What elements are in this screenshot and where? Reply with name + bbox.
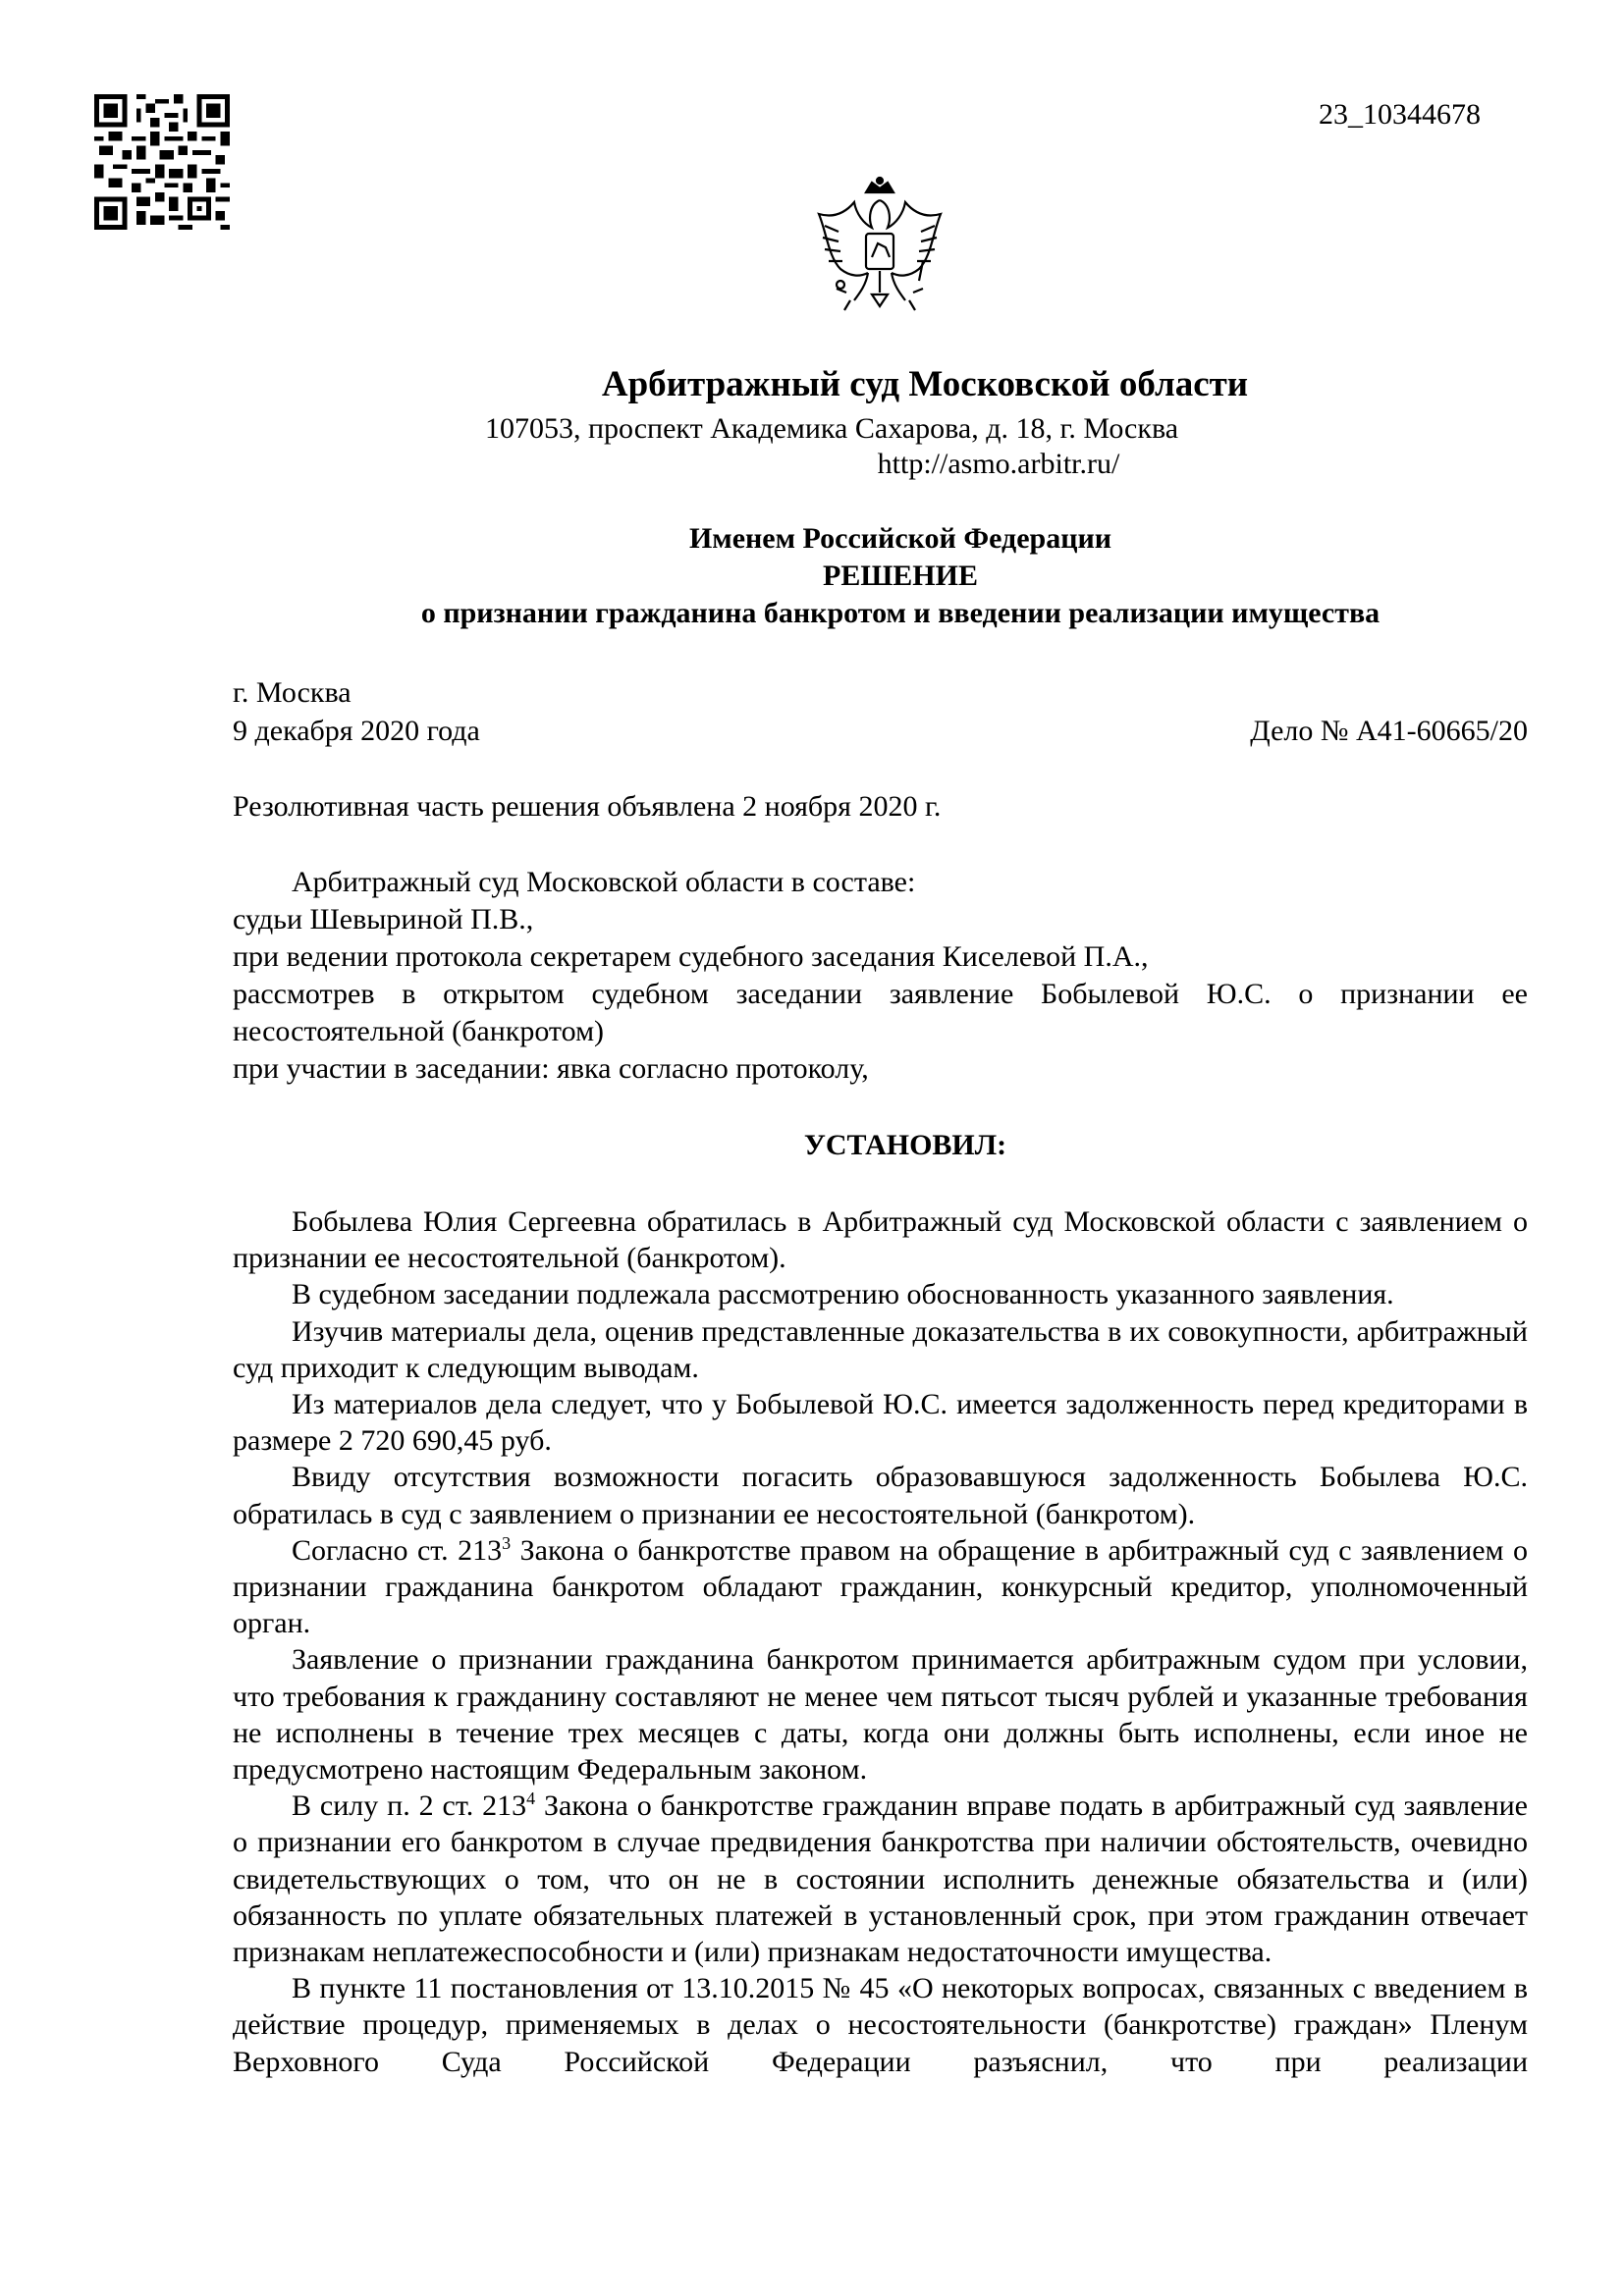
paragraph-text: Закона о банкротстве правом на обращение в арбитражный суд с заявлением о признании гражданина банкротом обладают гражданин, конкурсный кредитор, уполномоченный орган. [233, 1533, 1528, 1640]
heading-subject: о признании гражданина банкротом и введении реализации имущества [420, 597, 1380, 629]
paragraph: Заявление о признании гражданина банкротом принимается арбитражным судом при условии, что требования к гражданину составляют не менее чем пятьсот тысяч рублей и указанные требования не исполнены в течение трех месяцев с даты, когда они должны быть исполнены, если иное не предусмотрено настоящим Федеральным законом. [233, 1643, 1528, 1787]
considered-line: рассмотрев в открытом судебном заседании заявление Бобылевой Ю.С. о признании ее [233, 978, 1528, 1010]
paragraph [233, 1532, 1528, 1642]
judge-line: судьи Шевыриной П.В., [233, 903, 534, 935]
document-id: 23_10344678 [1319, 98, 1481, 131]
case-number: Дело № А41-60665/20 [1250, 715, 1528, 747]
heading-authority: Именем Российской Федерации [688, 522, 1112, 555]
court-address: 107053, проспект Академика Сахарова, д. 18, г. Москва [484, 412, 1179, 445]
city: г. Москва [233, 676, 352, 709]
heading-decision: РЕШЕНИЕ [823, 560, 978, 592]
paragraph: Из материалов дела следует, что у Бобылевой Ю.С. имеется задолженность перед кредиторами в размере 2 720 690,45 руб. [233, 1388, 1528, 1458]
paragraph-text: В силу п. 2 ст. 213 [292, 1789, 527, 1823]
superscript: 4 [526, 1789, 536, 1809]
paragraph [233, 1788, 1528, 1970]
coat-of-arms-icon [811, 175, 948, 320]
paragraph-text: Закона о банкротстве гражданин вправе подать в арбитражный суд заявление о признании его банкротом в случае предвидения банкротства при наличии обстоятельств, очевидно свидетельствующих о том, что он не в состоянии исполнить денежные обязательства и (или) обязанность по уплате обязательных платежей в установленный срок, при этом гражданин отвечает признакам неплатежеспособности и (или) признакам недостаточности имущества. [233, 1789, 1528, 1969]
paragraph: В судебном заседании подлежала рассмотрению обоснованность указанного заявления. [292, 1278, 1394, 1311]
court-name: Арбитражный суд Московской области [601, 364, 1249, 404]
composition-intro: Арбитражный суд Московской области в составе: [292, 866, 916, 898]
paragraph-text: Согласно ст. 213 [292, 1533, 503, 1567]
resolution-note: Резолютивная часть решения объявлена 2 ноября 2020 г. [233, 790, 942, 823]
secretary-line: при ведении протокола секретарем судебного заседания Киселевой П.А., [233, 940, 1149, 973]
paragraph: Изучив материалы дела, оценив представленные доказательства в их совокупности, арбитражный суд приходит к следующим выводам. [233, 1314, 1528, 1384]
participation-line: при участии в заседании: явка согласно протоколу, [233, 1052, 869, 1085]
established-title: УСТАНОВИЛ: [803, 1129, 1007, 1161]
paragraph: В пункте 11 постановления от 13.10.2015 № 45 «О некоторых вопросах, связанных с введением в действие процедур, применяемых в делах о несостоятельности (банкротстве) граждан» Пленум Верховного Суда Российской Федерации разъяснил, что при реализации [233, 1972, 1528, 2078]
paragraph: Бобылева Юлия Сергеевна обратилась в Арбитражный суд Московской области с заявлением о признании ее несостоятельной (банкротом). [233, 1205, 1528, 1275]
considered-line-2: несостоятельной (банкротом) [233, 1015, 605, 1047]
court-website-link[interactable]: http://asmo.arbitr.ru/ [877, 448, 1120, 480]
qr-code-icon [94, 94, 230, 230]
decision-date: 9 декабря 2020 года [233, 715, 480, 747]
superscript: 3 [502, 1532, 512, 1553]
paragraph: Ввиду отсутствия возможности погасить образовавшуюся задолженность Бобылева Ю.С. обратилась в суд с заявлением о признании ее несостоятельной (банкротом). [233, 1461, 1528, 1530]
decision-body [233, 1203, 1528, 2080]
